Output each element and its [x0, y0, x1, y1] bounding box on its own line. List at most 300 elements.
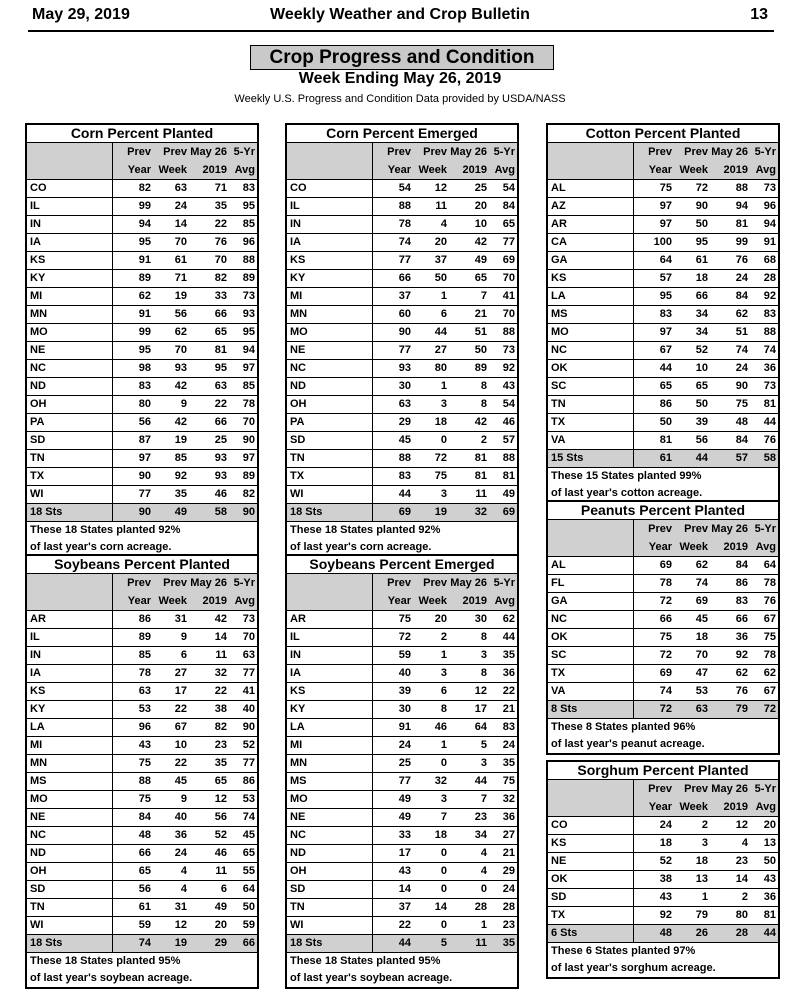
table-row	[548, 324, 778, 342]
value-cell: 77	[242, 667, 255, 679]
value-cell: 4	[480, 847, 487, 859]
acreage-note: These 8 States planted 96%	[551, 721, 696, 733]
value-cell: 3	[701, 837, 708, 849]
total-row	[548, 450, 778, 468]
state-cell: WI	[287, 486, 373, 503]
header-blank-cell	[287, 574, 373, 592]
total-value: 69	[398, 506, 411, 518]
state-cell: WI	[27, 486, 113, 503]
table-row	[27, 629, 257, 647]
value-cell: 71	[174, 272, 187, 284]
table-row	[27, 845, 257, 863]
value-cell: 23	[735, 855, 748, 867]
value-cell: 49	[474, 254, 487, 266]
value-cell: 73	[242, 290, 255, 302]
state-cell: NE	[287, 809, 373, 826]
value-cell: 72	[659, 595, 672, 607]
value-cell: 94	[138, 218, 151, 230]
column-header: Year	[648, 541, 672, 553]
value-cell: 64	[659, 254, 672, 266]
column-header: May 26	[190, 146, 227, 158]
total-label: 18 Sts	[287, 935, 373, 952]
total-value: 48	[659, 927, 672, 939]
value-cell: 24	[174, 200, 187, 212]
value-cell: 53	[242, 793, 255, 805]
table-title: Sorghum Percent Planted	[548, 762, 778, 780]
header-blank-cell	[27, 161, 113, 179]
value-cell: 42	[474, 416, 487, 428]
value-cell: 63	[174, 182, 187, 194]
state-cell: ND	[287, 845, 373, 862]
value-cell: 92	[502, 362, 515, 374]
table-row	[548, 907, 778, 925]
value-cell: 12	[174, 919, 187, 931]
column-header: 5-Yr	[493, 146, 515, 158]
value-cell: 56	[138, 416, 151, 428]
total-value: 44	[398, 937, 411, 949]
total-label: 18 Sts	[27, 504, 113, 521]
table-row	[287, 719, 517, 737]
total-value: 11	[475, 937, 487, 949]
value-cell: 93	[214, 470, 227, 482]
value-cell: 83	[398, 470, 411, 482]
table-row	[548, 252, 778, 270]
state-cell: CA	[548, 234, 634, 251]
table-row	[27, 414, 257, 432]
state-cell: MI	[27, 288, 113, 305]
table-column-headers	[27, 143, 257, 180]
value-cell: 18	[434, 416, 447, 428]
value-cell: 1	[440, 290, 447, 302]
state-cell: MO	[27, 324, 113, 341]
table-row	[548, 360, 778, 378]
value-cell: 49	[214, 901, 227, 913]
value-cell: 62	[502, 613, 515, 625]
value-cell: 65	[242, 847, 255, 859]
state-cell: KS	[548, 835, 634, 852]
value-cell: 63	[214, 380, 227, 392]
value-cell: 22	[502, 685, 515, 697]
state-cell: TX	[548, 414, 634, 431]
table-title: Cotton Percent Planted	[548, 125, 778, 143]
value-cell: 96	[138, 721, 151, 733]
state-cell: MI	[27, 737, 113, 754]
header-title: Weekly Weather and Crop Bulletin	[270, 6, 530, 23]
column-header: Prev	[648, 146, 672, 158]
value-cell: 81	[763, 909, 776, 921]
value-cell: 50	[695, 398, 708, 410]
state-cell: SC	[548, 647, 634, 664]
value-cell: 34	[695, 326, 708, 338]
value-cell: 66	[695, 290, 708, 302]
value-cell: 71	[214, 182, 227, 194]
table-row	[27, 917, 257, 935]
value-cell: 0	[440, 919, 447, 931]
table-row	[287, 198, 517, 216]
state-cell: OH	[287, 863, 373, 880]
value-cell: 47	[695, 667, 708, 679]
acreage-note: of last year's peanut acreage.	[551, 738, 705, 750]
value-cell: 6	[220, 883, 227, 895]
table-row	[287, 468, 517, 486]
value-cell: 65	[474, 272, 487, 284]
value-cell: 56	[695, 434, 708, 446]
value-cell: 62	[695, 559, 708, 571]
table-row	[287, 432, 517, 450]
value-cell: 51	[735, 326, 748, 338]
value-cell: 33	[398, 829, 411, 841]
value-cell: 74	[242, 811, 255, 823]
state-cell: CO	[287, 180, 373, 197]
table-row	[287, 342, 517, 360]
total-row	[287, 935, 517, 953]
value-cell: 22	[174, 703, 187, 715]
corn-emerged-table	[285, 123, 519, 558]
table-row	[287, 881, 517, 899]
value-cell: 97	[138, 452, 151, 464]
table-row	[27, 396, 257, 414]
value-cell: 97	[659, 218, 672, 230]
state-cell: GA	[548, 252, 634, 269]
table-row	[27, 270, 257, 288]
state-cell: LA	[27, 719, 113, 736]
total-value: 74	[138, 937, 151, 949]
value-cell: 91	[398, 721, 411, 733]
value-cell: 28	[763, 272, 776, 284]
table-row	[548, 306, 778, 324]
value-cell: 78	[138, 667, 151, 679]
value-cell: 92	[735, 649, 748, 661]
state-cell: SD	[27, 432, 113, 449]
column-header: 2019	[723, 164, 748, 176]
state-cell: MN	[287, 306, 373, 323]
value-cell: 56	[174, 308, 187, 320]
state-cell: KY	[287, 701, 373, 718]
column-header: 2019	[723, 541, 748, 553]
total-value: 29	[214, 937, 227, 949]
header-blank-cell	[548, 538, 634, 556]
acreage-note: These 18 States planted 92%	[30, 524, 181, 536]
value-cell: 14	[398, 883, 411, 895]
value-cell: 7	[480, 793, 487, 805]
value-cell: 24	[398, 739, 411, 751]
table-row	[548, 817, 778, 835]
table-row	[287, 450, 517, 468]
table-row	[27, 881, 257, 899]
value-cell: 34	[695, 308, 708, 320]
header-row	[27, 143, 257, 161]
value-cell: 59	[242, 919, 255, 931]
value-cell: 83	[763, 308, 776, 320]
table-row	[548, 593, 778, 611]
value-cell: 67	[659, 344, 672, 356]
value-cell: 49	[398, 793, 411, 805]
table-row	[548, 647, 778, 665]
value-cell: 84	[735, 290, 748, 302]
value-cell: 45	[174, 775, 187, 787]
table-row	[548, 180, 778, 198]
value-cell: 13	[763, 837, 776, 849]
value-cell: 87	[138, 434, 151, 446]
value-cell: 9	[180, 631, 187, 643]
value-cell: 43	[502, 380, 515, 392]
value-cell: 59	[398, 649, 411, 661]
value-cell: 86	[735, 577, 748, 589]
value-cell: 90	[695, 200, 708, 212]
column-header: Avg	[494, 164, 515, 176]
state-cell: ND	[27, 378, 113, 395]
table-column-headers	[548, 520, 778, 557]
state-cell: KS	[548, 270, 634, 287]
total-value: 58	[763, 452, 776, 464]
state-cell: TX	[548, 665, 634, 682]
value-cell: 23	[474, 811, 487, 823]
value-cell: 80	[735, 909, 748, 921]
state-cell: OK	[548, 629, 634, 646]
value-cell: 42	[214, 613, 227, 625]
acreage-note: of last year's sorghum acreage.	[551, 962, 716, 974]
state-cell: NC	[27, 360, 113, 377]
value-cell: 81	[763, 398, 776, 410]
value-cell: 0	[440, 434, 447, 446]
value-cell: 85	[138, 649, 151, 661]
value-cell: 50	[659, 416, 672, 428]
header-row	[548, 143, 778, 161]
table-row	[548, 342, 778, 360]
table-row	[287, 486, 517, 504]
value-cell: 24	[659, 819, 672, 831]
table-row	[287, 827, 517, 845]
acreage-note: These 18 States planted 95%	[30, 955, 181, 967]
value-cell: 18	[695, 272, 708, 284]
state-cell: MS	[548, 306, 634, 323]
state-cell: AZ	[548, 198, 634, 215]
total-value: 57	[735, 452, 748, 464]
table-row	[548, 629, 778, 647]
state-cell: OK	[548, 360, 634, 377]
table-row	[287, 270, 517, 288]
value-cell: 46	[214, 488, 227, 500]
column-header: Prev	[127, 577, 151, 589]
value-cell: 0	[480, 883, 487, 895]
value-cell: 50	[242, 901, 255, 913]
column-header: 2019	[202, 595, 227, 607]
value-cell: 66	[735, 613, 748, 625]
value-cell: 95	[242, 326, 255, 338]
value-cell: 23	[214, 739, 227, 751]
table-row	[287, 306, 517, 324]
value-cell: 78	[242, 398, 255, 410]
value-cell: 92	[659, 909, 672, 921]
value-cell: 85	[242, 380, 255, 392]
total-label: 6 Sts	[548, 925, 634, 942]
value-cell: 69	[659, 667, 672, 679]
value-cell: 88	[735, 182, 748, 194]
value-cell: 30	[398, 380, 411, 392]
value-cell: 0	[440, 865, 447, 877]
state-cell: MO	[27, 791, 113, 808]
value-cell: 6	[440, 308, 447, 320]
value-cell: 18	[695, 631, 708, 643]
value-cell: 12	[735, 819, 748, 831]
total-label: 18 Sts	[287, 504, 373, 521]
state-cell: SD	[287, 881, 373, 898]
header-row	[287, 574, 517, 592]
value-cell: 94	[763, 218, 776, 230]
value-cell: 46	[502, 416, 515, 428]
header-blank-cell	[287, 143, 373, 161]
value-cell: 38	[214, 703, 227, 715]
value-cell: 36	[502, 667, 515, 679]
column-header: Year	[387, 164, 411, 176]
column-header: May 26	[711, 146, 748, 158]
value-cell: 70	[502, 272, 515, 284]
column-header: May 26	[450, 577, 487, 589]
column-header: 2019	[723, 801, 748, 813]
value-cell: 91	[763, 236, 776, 248]
value-cell: 92	[174, 470, 187, 482]
value-cell: 40	[398, 667, 411, 679]
value-cell: 39	[695, 416, 708, 428]
value-cell: 8	[480, 380, 487, 392]
value-cell: 6	[440, 685, 447, 697]
value-cell: 88	[138, 775, 151, 787]
state-cell: IL	[287, 198, 373, 215]
value-cell: 63	[398, 398, 411, 410]
value-cell: 74	[695, 577, 708, 589]
total-row	[27, 935, 257, 953]
value-cell: 8	[440, 703, 447, 715]
value-cell: 78	[398, 218, 411, 230]
value-cell: 100	[653, 236, 672, 248]
table-row	[287, 863, 517, 881]
value-cell: 95	[242, 200, 255, 212]
value-cell: 64	[763, 559, 776, 571]
header-row	[287, 143, 517, 161]
value-cell: 41	[502, 290, 515, 302]
value-cell: 70	[214, 254, 227, 266]
state-cell: IN	[27, 216, 113, 233]
column-header: 2019	[462, 164, 487, 176]
table-row	[287, 701, 517, 719]
header-row	[548, 161, 778, 179]
value-cell: 94	[242, 344, 255, 356]
state-cell: NE	[27, 342, 113, 359]
value-cell: 72	[434, 452, 447, 464]
table-row	[548, 683, 778, 701]
value-cell: 11	[475, 488, 487, 500]
value-cell: 93	[242, 308, 255, 320]
table-row	[27, 432, 257, 450]
total-value: 28	[735, 927, 748, 939]
value-cell: 18	[434, 829, 447, 841]
value-cell: 8	[480, 667, 487, 679]
sorghum-planted-table	[546, 760, 780, 979]
state-cell: PA	[287, 414, 373, 431]
state-cell: OH	[27, 863, 113, 880]
table-row	[548, 835, 778, 853]
value-cell: 42	[174, 416, 187, 428]
value-cell: 25	[398, 757, 411, 769]
value-cell: 86	[138, 613, 151, 625]
value-cell: 77	[398, 775, 411, 787]
table-row	[287, 180, 517, 198]
state-cell: AR	[548, 216, 634, 233]
table-row	[287, 378, 517, 396]
value-cell: 24	[174, 847, 187, 859]
value-cell: 37	[398, 290, 411, 302]
state-cell: LA	[548, 288, 634, 305]
header-blank-cell	[287, 592, 373, 610]
column-header: Avg	[234, 595, 255, 607]
value-cell: 4	[440, 218, 447, 230]
table-row	[27, 683, 257, 701]
value-cell: 62	[174, 326, 187, 338]
acreage-note: of last year's cotton acreage.	[551, 487, 703, 499]
total-label: 8 Sts	[548, 701, 634, 718]
column-header: Prev	[423, 146, 447, 158]
header-blank-cell	[27, 143, 113, 161]
total-value: 35	[502, 937, 515, 949]
state-cell: IN	[287, 647, 373, 664]
state-cell: KS	[27, 252, 113, 269]
state-cell: NC	[27, 827, 113, 844]
value-cell: 43	[138, 739, 151, 751]
value-cell: 22	[214, 398, 227, 410]
value-cell: 64	[474, 721, 487, 733]
table-row	[27, 450, 257, 468]
table-row	[287, 665, 517, 683]
table-row	[27, 737, 257, 755]
column-header: Avg	[755, 164, 776, 176]
value-cell: 62	[735, 308, 748, 320]
column-header: Year	[648, 801, 672, 813]
table-row	[548, 432, 778, 450]
total-value: 32	[474, 506, 487, 518]
state-cell: GA	[548, 593, 634, 610]
value-cell: 22	[214, 218, 227, 230]
value-cell: 82	[214, 272, 227, 284]
state-cell: KY	[287, 270, 373, 287]
value-cell: 75	[659, 631, 672, 643]
value-cell: 97	[659, 326, 672, 338]
state-cell: TN	[287, 450, 373, 467]
table-row	[548, 665, 778, 683]
total-value: 69	[502, 506, 515, 518]
total-value: 44	[695, 452, 708, 464]
state-cell: NE	[287, 342, 373, 359]
value-cell: 38	[659, 873, 672, 885]
state-cell: MN	[287, 755, 373, 772]
state-cell: SD	[548, 889, 634, 906]
value-cell: 44	[474, 775, 487, 787]
value-cell: 67	[763, 613, 776, 625]
table-row	[27, 360, 257, 378]
header-blank-cell	[548, 780, 634, 798]
total-value: 90	[242, 506, 255, 518]
table-row	[27, 288, 257, 306]
total-row	[548, 925, 778, 943]
value-cell: 65	[695, 380, 708, 392]
table-row	[287, 773, 517, 791]
header-blank-cell	[27, 574, 113, 592]
table-row	[287, 414, 517, 432]
state-cell: TX	[27, 468, 113, 485]
state-cell: WI	[27, 917, 113, 934]
value-cell: 73	[242, 613, 255, 625]
value-cell: 76	[735, 254, 748, 266]
value-cell: 33	[214, 290, 227, 302]
